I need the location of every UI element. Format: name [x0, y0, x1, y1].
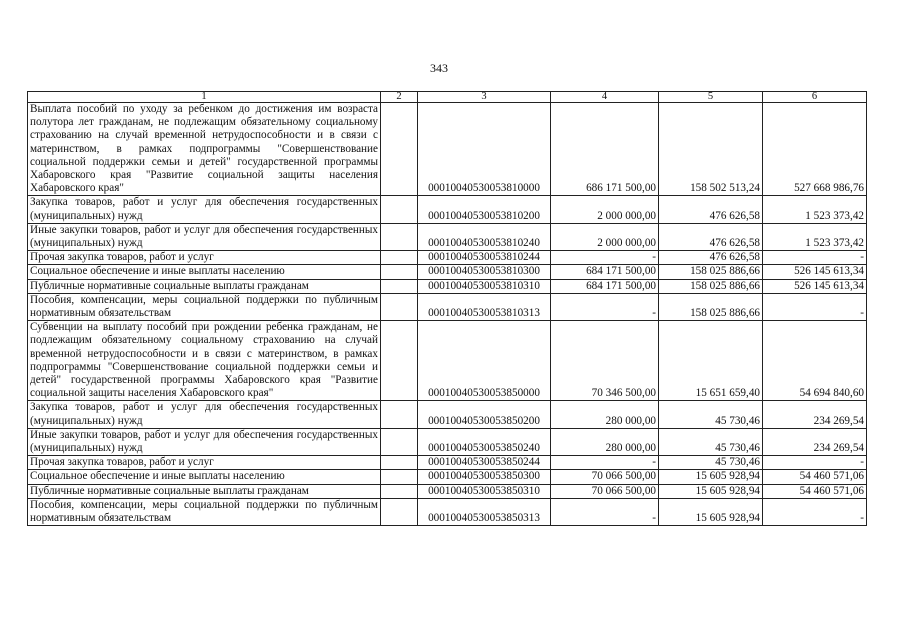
table-header-row	[28, 92, 867, 103]
row-name-cell: Выплата пособий по уходу за ребенком до достижения им возраста полутора лет гражданам, не подлежащим обязательному социальному страхованию на случай временной нетрудоспособности и в связи с материнством, в рамках подпрограммы "Совершенствование социальной поддержки семьи и детей" государственной программы Хабаровского края "Развитие социальной защиты населения Хабаровского края"	[28, 103, 381, 196]
table-row	[28, 265, 867, 279]
row-actual-cell: 158 025 886,66	[659, 293, 763, 320]
row-code-cell: 00010040530053810313	[418, 293, 551, 320]
table-row	[28, 223, 867, 250]
row-plan-cell: 686 171 500,00	[551, 103, 659, 196]
row-actual-cell: 45 730,46	[659, 428, 763, 455]
header-col-6: 6	[763, 92, 867, 103]
row-col2-cell	[381, 196, 418, 223]
row-remainder-cell: -	[763, 251, 867, 265]
row-remainder-cell: 234 269,54	[763, 401, 867, 428]
row-code-cell: 00010040530053810244	[418, 251, 551, 265]
row-code-cell: 00010040530053810000	[418, 103, 551, 196]
row-col2-cell	[381, 498, 418, 525]
row-plan-cell: 684 171 500,00	[551, 265, 659, 279]
row-remainder-cell: -	[763, 498, 867, 525]
table-row	[28, 103, 867, 196]
row-plan-cell: -	[551, 251, 659, 265]
row-remainder-cell: -	[763, 293, 867, 320]
row-code-cell: 00010040530053810200	[418, 196, 551, 223]
row-col2-cell	[381, 484, 418, 498]
row-remainder-cell: 54 694 840,60	[763, 321, 867, 401]
row-code-cell: 00010040530053850000	[418, 321, 551, 401]
row-name-cell: Закупка товаров, работ и услуг для обеспечения государственных (муниципальных) нужд	[28, 196, 381, 223]
budget-table	[27, 91, 867, 526]
row-plan-cell: -	[551, 456, 659, 470]
row-name-cell: Иные закупки товаров, работ и услуг для обеспечения государственных (муниципальных) нужд	[28, 428, 381, 455]
page-number: 343	[430, 61, 448, 75]
row-actual-cell: 158 025 886,66	[659, 279, 763, 293]
row-name-cell: Субвенции на выплату пособий при рождении ребенка гражданам, не подлежащим обязательному социальному страхованию на случай временной нетрудоспособности и в связи с материнством, в рамках подпрограммы "Совершенствование социальной поддержки семьи и детей" государственной программы Хабаровского края "Развитие социальной защиты населения Хабаровского края"	[28, 321, 381, 401]
header-col-4: 4	[551, 92, 659, 103]
header-col-1: 1	[28, 92, 381, 103]
row-actual-cell: 476 626,58	[659, 223, 763, 250]
table-row	[28, 498, 867, 525]
row-col2-cell	[381, 265, 418, 279]
table-row	[28, 470, 867, 484]
row-name-cell: Иные закупки товаров, работ и услуг для обеспечения государственных (муниципальных) нужд	[28, 223, 381, 250]
table-row	[28, 428, 867, 455]
row-name-cell: Пособия, компенсации, меры социальной поддержки по публичным нормативным обязательствам	[28, 293, 381, 320]
row-actual-cell: 158 502 513,24	[659, 103, 763, 196]
row-plan-cell: 2 000 000,00	[551, 196, 659, 223]
row-plan-cell: 2 000 000,00	[551, 223, 659, 250]
row-col2-cell	[381, 428, 418, 455]
row-plan-cell: 70 066 500,00	[551, 484, 659, 498]
row-code-cell: 00010040530053810300	[418, 265, 551, 279]
row-plan-cell: 684 171 500,00	[551, 279, 659, 293]
table-row	[28, 279, 867, 293]
row-col2-cell	[381, 293, 418, 320]
table-row	[28, 456, 867, 470]
row-actual-cell: 15 651 659,40	[659, 321, 763, 401]
row-name-cell: Социальное обеспечение и иные выплаты населению	[28, 470, 381, 484]
row-code-cell: 00010040530053810310	[418, 279, 551, 293]
table-row	[28, 196, 867, 223]
row-col2-cell	[381, 279, 418, 293]
row-name-cell: Публичные нормативные социальные выплаты гражданам	[28, 279, 381, 293]
row-plan-cell: 70 066 500,00	[551, 470, 659, 484]
row-actual-cell: 158 025 886,66	[659, 265, 763, 279]
row-name-cell: Публичные нормативные социальные выплаты гражданам	[28, 484, 381, 498]
row-plan-cell: -	[551, 498, 659, 525]
row-remainder-cell: -	[763, 456, 867, 470]
row-actual-cell: 476 626,58	[659, 251, 763, 265]
row-col2-cell	[381, 456, 418, 470]
row-name-cell: Социальное обеспечение и иные выплаты населению	[28, 265, 381, 279]
row-plan-cell: 70 346 500,00	[551, 321, 659, 401]
budget-table-body	[28, 92, 867, 526]
table-row	[28, 251, 867, 265]
row-col2-cell	[381, 251, 418, 265]
row-actual-cell: 15 605 928,94	[659, 498, 763, 525]
header-col-2: 2	[381, 92, 418, 103]
row-name-cell: Пособия, компенсации, меры социальной поддержки по публичным нормативным обязательствам	[28, 498, 381, 525]
row-remainder-cell: 54 460 571,06	[763, 470, 867, 484]
row-code-cell: 00010040530053850200	[418, 401, 551, 428]
row-remainder-cell: 526 145 613,34	[763, 279, 867, 293]
row-remainder-cell: 1 523 373,42	[763, 223, 867, 250]
row-remainder-cell: 54 460 571,06	[763, 484, 867, 498]
row-col2-cell	[381, 103, 418, 196]
header-col-3: 3	[418, 92, 551, 103]
row-code-cell: 00010040530053850300	[418, 470, 551, 484]
row-code-cell: 00010040530053850240	[418, 428, 551, 455]
header-col-5: 5	[659, 92, 763, 103]
row-plan-cell: 280 000,00	[551, 428, 659, 455]
table-row	[28, 401, 867, 428]
row-name-cell: Закупка товаров, работ и услуг для обеспечения государственных (муниципальных) нужд	[28, 401, 381, 428]
row-name-cell: Прочая закупка товаров, работ и услуг	[28, 456, 381, 470]
row-actual-cell: 15 605 928,94	[659, 470, 763, 484]
row-actual-cell: 45 730,46	[659, 401, 763, 428]
row-plan-cell: 280 000,00	[551, 401, 659, 428]
table-row	[28, 293, 867, 320]
row-remainder-cell: 526 145 613,34	[763, 265, 867, 279]
row-remainder-cell: 234 269,54	[763, 428, 867, 455]
row-col2-cell	[381, 470, 418, 484]
row-code-cell: 00010040530053850313	[418, 498, 551, 525]
row-code-cell: 00010040530053850310	[418, 484, 551, 498]
row-remainder-cell: 527 668 986,76	[763, 103, 867, 196]
row-col2-cell	[381, 321, 418, 401]
row-plan-cell: -	[551, 293, 659, 320]
row-name-cell: Прочая закупка товаров, работ и услуг	[28, 251, 381, 265]
row-actual-cell: 15 605 928,94	[659, 484, 763, 498]
table-row	[28, 321, 867, 401]
row-col2-cell	[381, 401, 418, 428]
row-code-cell: 00010040530053810240	[418, 223, 551, 250]
row-col2-cell	[381, 223, 418, 250]
row-actual-cell: 45 730,46	[659, 456, 763, 470]
table-row	[28, 484, 867, 498]
row-remainder-cell: 1 523 373,42	[763, 196, 867, 223]
row-actual-cell: 476 626,58	[659, 196, 763, 223]
row-code-cell: 00010040530053850244	[418, 456, 551, 470]
